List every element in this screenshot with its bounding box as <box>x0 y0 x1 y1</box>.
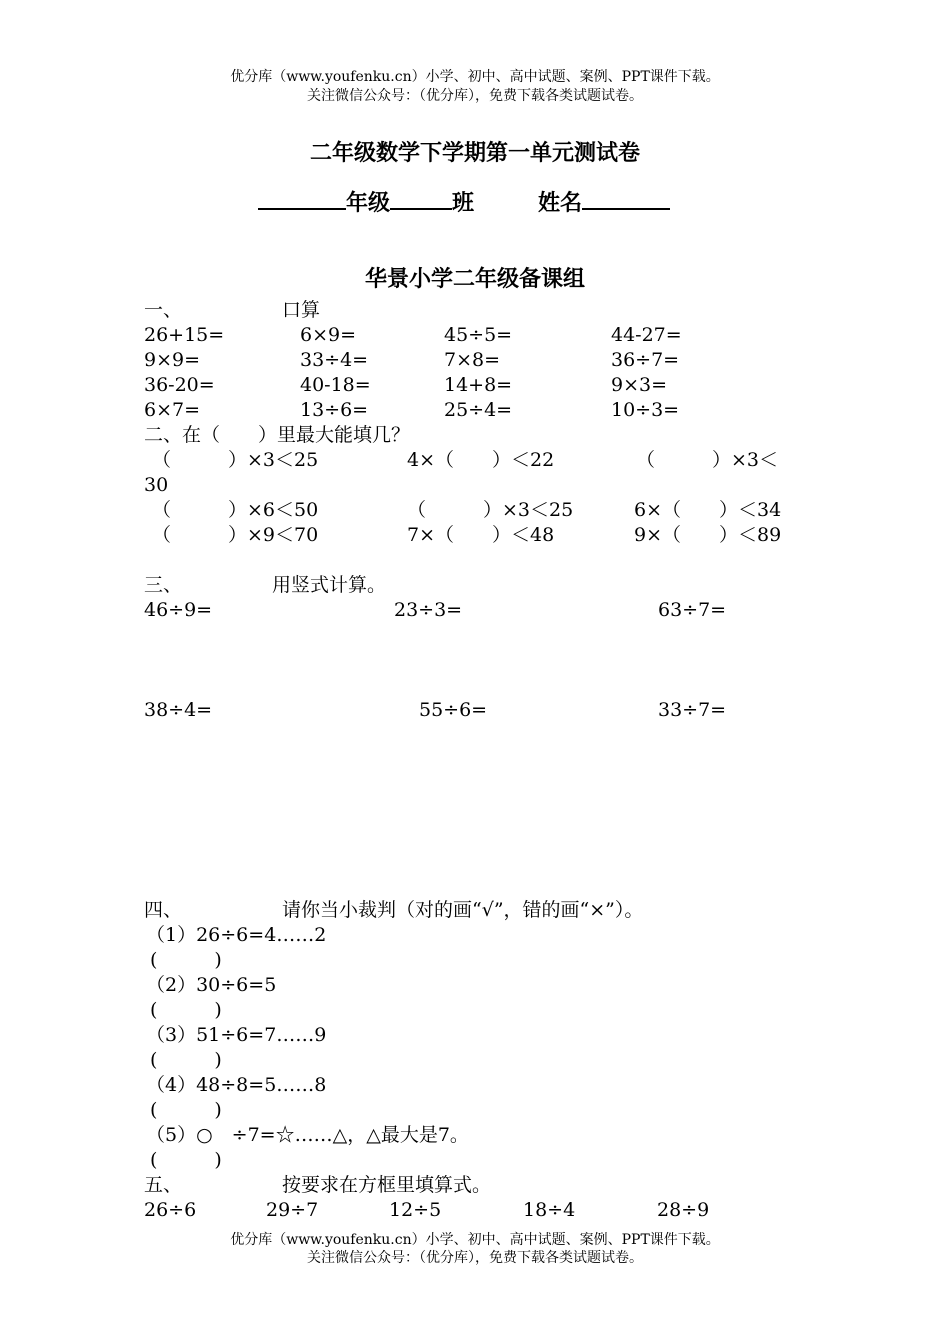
class-label: 班 <box>452 191 475 216</box>
s3-heading: 用竖式计算。 <box>272 574 387 596</box>
s4-item: （4）48÷8=5……8 <box>146 1074 327 1096</box>
s1-item: 9×9= <box>144 349 201 371</box>
s2-item: （ ）×6＜50 <box>152 499 319 521</box>
student-info-line <box>258 186 670 217</box>
s1-number: 一、 <box>144 299 183 321</box>
grade-blank[interactable] <box>258 188 346 210</box>
s5-heading: 按要求在方框里填算式。 <box>282 1174 492 1196</box>
s1-heading: 口算 <box>282 299 321 321</box>
subtitle: 华景小学二年级备课组 <box>364 267 585 292</box>
s2-item: 6×（ ）＜34 <box>634 499 782 521</box>
s4-answer-blank[interactable]: ( ) <box>150 1049 222 1071</box>
s4-item: （1）26÷6=4……2 <box>146 924 327 946</box>
s1-item: 13÷6= <box>300 399 369 421</box>
s2-heading: 二、在（ ）里最大能填几？ <box>144 424 411 446</box>
s2-item: （ ）×3＜25 <box>407 499 574 521</box>
s3-item: 38÷4= <box>144 699 213 721</box>
s1-item: 40-18= <box>300 374 371 396</box>
site-header-line1: 优分库（www.youfenku.cn）小学、初中、高中试题、案例、PPT课件下载。 <box>230 69 720 85</box>
s2-item: 9×（ ）＜89 <box>634 524 782 546</box>
s3-item: 23÷3= <box>394 599 463 621</box>
site-footer-line1: 优分库（www.youfenku.cn）小学、初中、高中试题、案例、PPT课件下载。 <box>230 1232 720 1248</box>
s3-item: 33÷7= <box>658 699 727 721</box>
s1-item: 14+8= <box>444 374 513 396</box>
s4-answer-blank[interactable]: ( ) <box>150 999 222 1021</box>
s4-number: 四、 <box>144 899 183 921</box>
s1-item: 36-20= <box>144 374 215 396</box>
s4-answer-blank[interactable]: ( ) <box>150 949 222 971</box>
name-label: 姓名 <box>538 191 583 216</box>
s2-item: 7×（ ）＜48 <box>407 524 555 546</box>
s2-item: （ ）×9＜70 <box>152 524 319 546</box>
s1-item: 33÷4= <box>300 349 369 371</box>
page-title: 二年级数学下学期第一单元测试卷 <box>309 141 640 166</box>
s5-item: 29÷7 <box>266 1199 319 1221</box>
s1-item: 6×7= <box>144 399 201 421</box>
s1-item: 9×3= <box>611 374 668 396</box>
s4-item: （3）51÷6=7……9 <box>146 1024 327 1046</box>
s3-item: 46÷9= <box>144 599 213 621</box>
s3-item: 55÷6= <box>419 699 488 721</box>
s3-number: 三、 <box>144 574 183 596</box>
s4-answer-blank[interactable]: ( ) <box>150 1099 222 1121</box>
s4-item: （2）30÷6=5 <box>146 974 277 996</box>
s5-item: 28÷9 <box>657 1199 710 1221</box>
site-header-line2: 关注微信公众号：（优分库），免费下载各类试题试卷。 <box>307 88 643 104</box>
site-footer-line2: 关注微信公众号：（优分库），免费下载各类试题试卷。 <box>307 1250 643 1266</box>
s4-item: （5）○ ÷7=☆……△，△最大是7。 <box>146 1124 469 1146</box>
s2-item-wrap: 30 <box>144 474 169 496</box>
s5-item: 26÷6 <box>144 1199 197 1221</box>
s1-item: 45÷5= <box>444 324 513 346</box>
s1-item: 10÷3= <box>611 399 680 421</box>
s2-item: （ ）×3＜25 <box>152 449 319 471</box>
s5-item: 12÷5 <box>389 1199 442 1221</box>
s1-item: 6×9= <box>300 324 357 346</box>
s1-item: 25÷4= <box>444 399 513 421</box>
s1-item: 44-27= <box>611 324 682 346</box>
grade-label: 年级 <box>346 191 391 216</box>
class-blank[interactable] <box>390 188 452 210</box>
s1-item: 26+15= <box>144 324 225 346</box>
s1-item: 36÷7= <box>611 349 680 371</box>
s2-item: 4×（ ）＜22 <box>407 449 555 471</box>
s4-answer-blank[interactable]: ( ) <box>150 1149 222 1171</box>
name-blank[interactable] <box>582 188 670 210</box>
s2-item: （ ）×3＜ <box>636 449 779 471</box>
s3-item: 63÷7= <box>658 599 727 621</box>
s5-number: 五、 <box>144 1174 183 1196</box>
s5-item: 18÷4 <box>523 1199 576 1221</box>
s4-heading: 请你当小裁判（对的画“√”，错的画“×”）。 <box>282 899 644 921</box>
s1-item: 7×8= <box>444 349 501 371</box>
